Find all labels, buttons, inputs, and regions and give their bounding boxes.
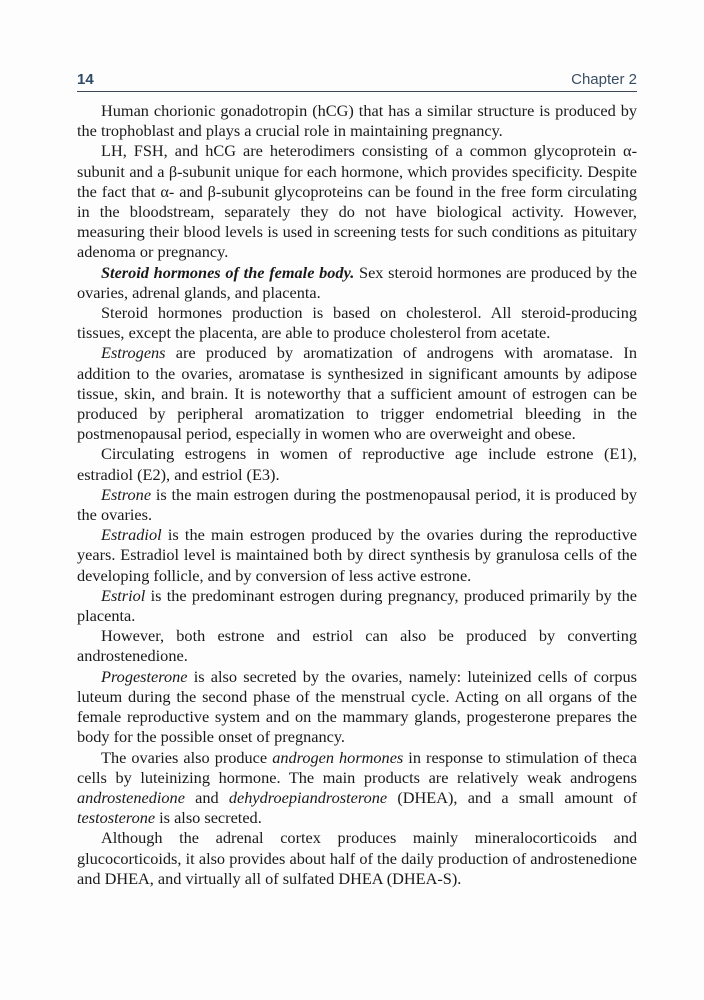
term-estriol: Estriol [101, 585, 146, 605]
term-androstenedione: androstenedione [77, 787, 185, 807]
term-estrogens: Estrogens [101, 343, 166, 363]
paragraph-estradiol: Estradiol is the main estrogen produced by the ovaries during the reproductive years. Estradiol level is maintained both by direct synthesis by granulosa cells of the developing follicle, and by conversion of less active estrone. [77, 525, 637, 585]
paragraph-estriol: Estriol is the predominant estrogen during pregnancy, produced primarily by the placenta. [77, 585, 637, 626]
paragraph-adrenal-cortex: Although the adrenal cortex produces mainly mineralocorticoids and glucocorticoids, it also provides about half of the daily production of androstenedione and DHEA, and virtually all of sulfated DHEA (DHEA-S). [77, 828, 637, 888]
term-estradiol: Estradiol [101, 525, 162, 545]
paragraph-circulating-estrogens: Circulating estrogens in women of reproductive age include estrone (E1), estradiol (E2), and estriol (E3). [77, 444, 637, 484]
paragraph-steroid-hormones: Steroid hormones of the female body. Sex steroid hormones are produced by the ovaries, adrenal glands, and placenta. [77, 262, 638, 302]
paragraph-estrone: Estrone is the main estrogen during the postmenopausal period, it is produced by the ovaries. [77, 484, 637, 525]
paragraph-progesterone: Progesterone is also secreted by the ovaries, namely: luteinized cells of corpus luteum during the second phase of the menstrual cycle. Acting on all organs of the female reproductive system and on the mammary glands, progesterone prepares the body for the possible onset of pregnancy. [77, 666, 637, 747]
term-androgen-hormones: androgen hormones [272, 747, 404, 767]
section-run-in-heading: Steroid hormones of the female body. [101, 262, 355, 282]
term-progesterone: Progesterone [101, 666, 188, 686]
paragraph-estrogens: Estrogens are produced by aromatization of androgens with aromatase. In addition to the ovaries, aromatase is synthesized in significant amounts by adipose tissue, skin, and brain. It is noteworthy that a sufficient amount of estrogen can be produced by peripheral aromatization to trigger endometrial bleeding in the postmenopausal period, especially in women who are overweight and obese. [77, 343, 637, 444]
term-testosterone: testosterone [77, 808, 156, 828]
paragraph-heterodimers: LH, FSH, and hCG are heterodimers consisting of a common glycoprotein α-subunit and a β-subunit unique for each hormone, which provides specificity. Despite the fact that α- and β-subunit glycoproteins can be found in the free form circulating in the bloodstream, separately they do not have biological activity. However, measuring their blood levels is used in screening tests for such conditions as pituitary adenoma or pregnancy. [77, 141, 637, 262]
paragraph-androgens: The ovaries also produce androgen hormones in response to stimulation of theca cells by luteinizing hormone. The main products are relatively weak androgens androstenedione and dehydroepiandrosterone (DHEA), and a small amount of testosterone is also secreted. [77, 747, 638, 828]
term-estrone: Estrone [101, 484, 152, 504]
paragraph-conversion: However, both estrone and estriol can also be produced by converting androstenedione. [77, 626, 637, 666]
page-number: 14 [77, 71, 94, 88]
running-header [77, 69, 637, 92]
term-dhea: dehydroepiandrosterone [228, 787, 388, 807]
paragraph-hcg: Human chorionic gonadotropin (hCG) that has a similar structure is produced by the trophoblast and plays a crucial role in maintaining pregnancy. [77, 101, 637, 141]
body-text [77, 101, 637, 889]
paragraph-cholesterol: Steroid hormones production is based on cholesterol. All steroid-producing tissues, except the placenta, are able to produce cholesterol from acetate. [77, 303, 637, 343]
chapter-label: Chapter 2 [571, 71, 637, 88]
